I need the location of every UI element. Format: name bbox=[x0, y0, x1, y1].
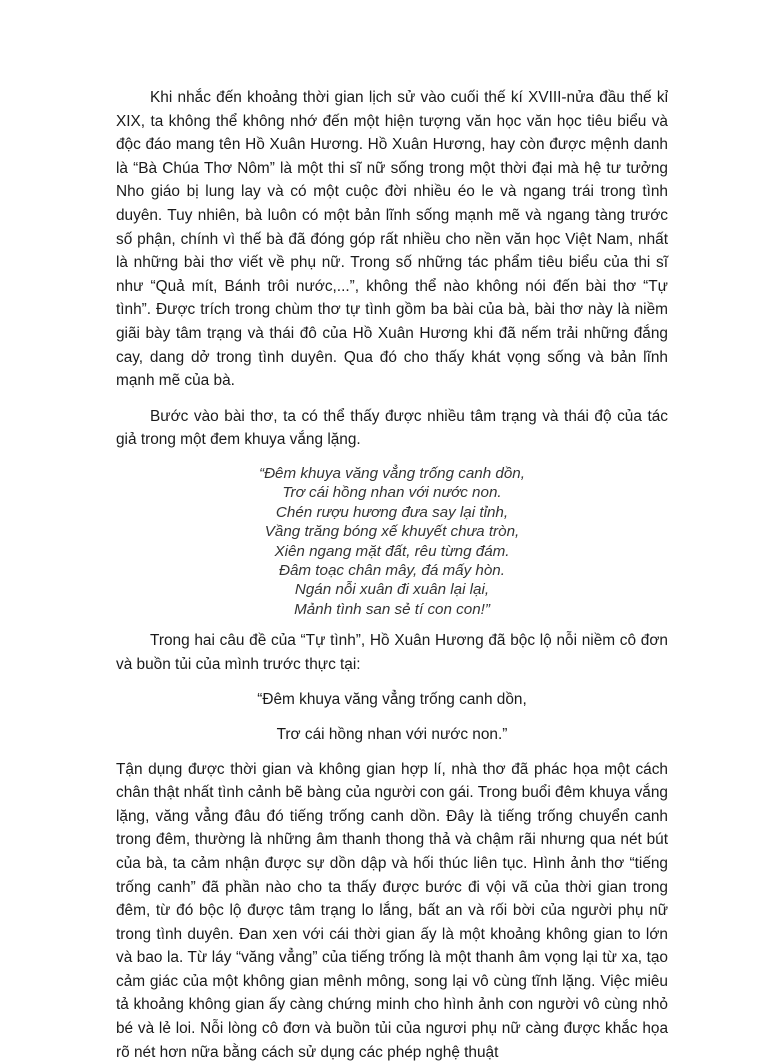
poem-line: Chén rượu hương đưa say lại tỉnh, bbox=[275, 503, 509, 521]
analysis-intro-paragraph: Trong hai câu đề của “Tự tình”, Hồ Xuân Hương đã bộc lộ nỗi niềm cô đơn và buồn tủi của mình trước thực tại: bbox=[116, 632, 668, 673]
quoted-verse-line: “Đêm khuya văng vẳng trống canh dồn, bbox=[257, 691, 527, 709]
poem-line: Mảnh tình san sẻ tí con con!” bbox=[294, 600, 490, 618]
analysis-paragraph: Tận dụng được thời gian và không gian hợp lí, nhà thơ đã phác họa một cách chân thật nhất tình cảnh bẽ bàng của người con gái. Trong buổi đêm khuya vắng lặng, văng vẳng đâu đó tiếng trống canh dồn. Đây là tiếng trống chuyển canh trong đêm, thường là những âm thanh thong thả và chậm rãi nhưng qua nét bút của bà, ta cảm nhận được sự dồn dập và hối thúc liên tục. Hình ảnh thơ “tiếng trống canh” đã phần nào cho ta thấy được bước đi vội vã của thời gian trong đêm, từ đó bộc lộ được tâm trạng lo lắng, bất an và rối bời của người phụ nữ trong tình duyên. Đan xen với cái thời gian ấy là một khoảng không gian to lớn và bao la. Từ láy “văng vẳng” của tiếng trống là một thanh âm vọng lại từ xa, tạo cảm giác của một không gian mênh mông, song lại vô cùng tĩnh lặng. Việc miêu tả khoảng không gian ấy càng chứng minh cho hình ảnh con người vô cùng nhỏ bé và lẻ loi. Nỗi lòng cô đơn và buồn tủi của ngươi phụ nữ càng được khắc họa rõ nét hơn nữa bằng cách sử dụng các phép nghệ thuật bbox=[116, 760, 668, 1061]
poem-line: Xiên ngang mặt đất, rêu từng đám. bbox=[274, 542, 510, 560]
poem-line: Ngán nỗi xuân đi xuân lại lại, bbox=[294, 581, 490, 599]
poem-line: Trơ cái hồng nhan với nước non. bbox=[282, 484, 502, 502]
poem-line: “Đêm khuya văng vẳng trống canh dồn, bbox=[259, 464, 525, 482]
transition-paragraph: Bước vào bài thơ, ta có thể thấy được nhiều tâm trạng và thái độ của tác giả trong một đem khuya vắng lặng. bbox=[116, 407, 668, 449]
intro-paragraph: Khi nhắc đến khoảng thời gian lịch sử vào cuối thế kí XVIII-nửa đầu thế kỉ XIX, ta không thể không nhớ đến một hiện tượng văn học văn học tiêu biểu và độc đáo mang tên Hồ Xuân Hương. Hồ Xuân Hương, hay còn được mệnh danh là “Bà Chúa Thơ Nôm” là một thi sĩ nữ sống trong một thời đại mà hệ tư tưởng Nho giáo bị lung lay và có một cuộc đời nhiều éo le và ngang trái trong tình duyên. Tuy nhiên, bà luôn có một bản lĩnh sống mạnh mẽ và ngang tàng trước số phận, chính vì thế bà đã đóng góp rất nhiều cho nền văn học Việt Nam, nhất là những bài thơ viết về phụ nữ. Trong số những tác phẩm tiêu biểu của thi sĩ như “Quả mít, Bánh trôi nước,...”, không thể nào không nói đến bài thơ “Tự tình”. Được trích trong chùm thơ tự tình gồm ba bài của bà, bài thơ này là niềm giãi bày tâm trạng và thái đô của Hồ Xuân Hương khi đã nếm trải những đắng cay, dang dở trong tình duyên. Qua đó cho thấy khát vọng sống và bản lĩnh mạnh mẽ của bà. bbox=[116, 89, 668, 390]
poem-line: Đâm toạc chân mây, đá mấy hòn. bbox=[279, 561, 505, 579]
poem-block bbox=[116, 464, 668, 619]
quoted-verse-line: Trơ cái hồng nhan với nước non.” bbox=[276, 725, 508, 743]
poem-line: Vầng trăng bóng xế khuyết chưa tròn, bbox=[264, 523, 520, 541]
